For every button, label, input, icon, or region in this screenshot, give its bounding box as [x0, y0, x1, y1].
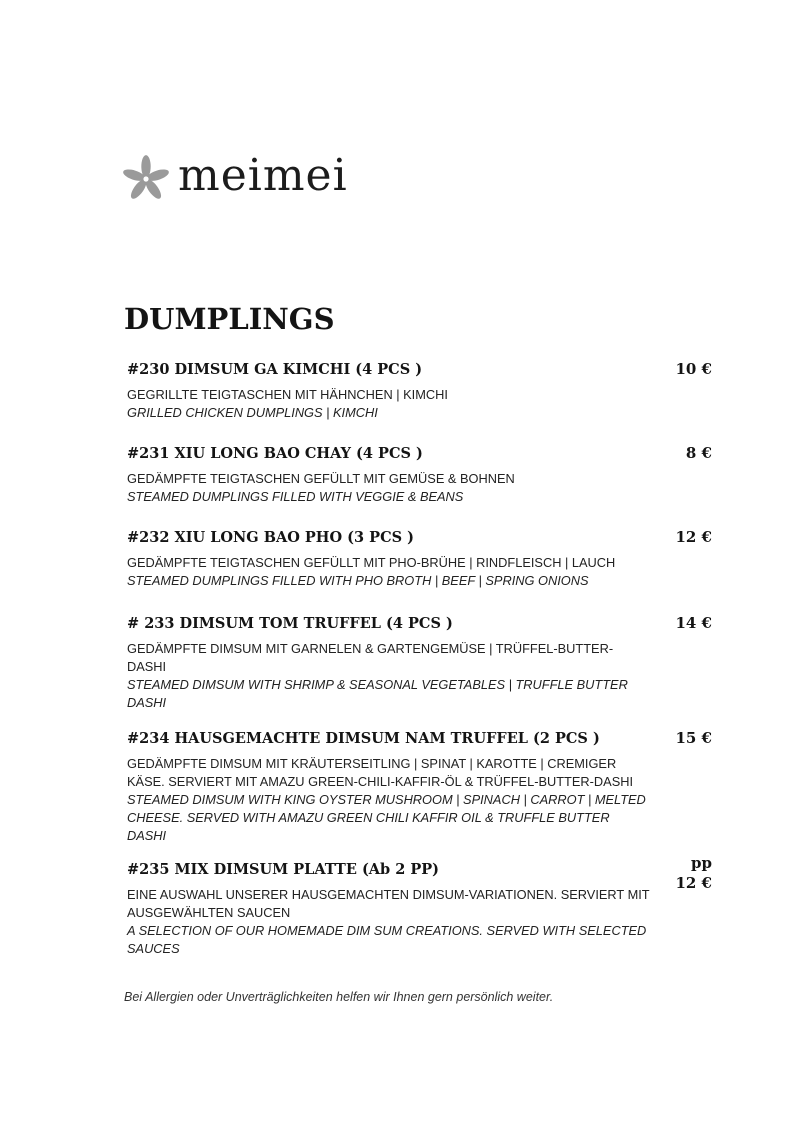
price-value: 12 €	[675, 528, 712, 546]
flower-icon	[120, 153, 172, 205]
item-description-en: STEAMED DUMPLINGS FILLED WITH PHO BROTH | BEEF | SPRING ONIONS	[127, 572, 589, 588]
item-price	[686, 444, 712, 464]
item-name: #231 XIU LONG BAO CHAY (4 PCS )	[127, 445, 423, 462]
section-title: DUMPLINGS	[124, 302, 335, 336]
menu-item	[127, 614, 712, 729]
item-price	[675, 614, 712, 634]
menu-item	[127, 854, 712, 960]
menu-item	[127, 528, 712, 614]
allergy-note: Bei Allergien oder Unverträglichkeiten helfen wir Ihnen gern persönlich weiter.	[124, 990, 554, 1004]
menu-item	[127, 729, 712, 860]
item-price	[675, 360, 712, 380]
item-description-en: GRILLED CHICKEN DUMPLINGS | KIMCHI	[127, 404, 378, 420]
menu-item	[127, 360, 712, 444]
price-value: 12 €	[675, 873, 712, 892]
menu-items	[127, 360, 712, 960]
item-name: #234 HAUSGEMACHTE DIMSUM NAM TRUFFEL (2 PCS )	[127, 730, 600, 747]
brand-name: meimei	[178, 150, 348, 201]
item-price	[675, 528, 712, 548]
item-description-en: A SELECTION OF OUR HOMEMADE DIM SUM CREATIONS. SERVED WITH SELECTED SAUCES	[127, 922, 647, 956]
menu-item	[127, 444, 712, 528]
item-description-en: STEAMED DIMSUM WITH SHRIMP & SEASONAL VEGETABLES | TRUFFLE BUTTER DASHI	[127, 676, 628, 710]
item-name: #230 DIMSUM GA KIMCHI (4 PCS )	[127, 361, 423, 378]
item-price	[675, 729, 712, 749]
item-description-de: EINE AUSWAHL UNSERER HAUSGEMACHTEN DIMSUM-VARIATIONEN. SERVIERT MIT AUSGEWÄHLTEN SAUCEN	[127, 886, 650, 920]
price-value: 15 €	[675, 729, 712, 747]
item-description-en: STEAMED DIMSUM WITH KING OYSTER MUSHROOM | SPINACH | CARROT | MELTED CHEESE. SERVED WITH AMAZU GREEN CHILI KAFFIR OIL & TRUFFLE BUTTER DASHI	[127, 791, 646, 843]
item-description-de: GEGRILLTE TEIGTASCHEN MIT HÄHNCHEN | KIMCHI	[127, 386, 448, 402]
price-value: 8 €	[685, 444, 712, 462]
item-description-de: GEDÄMPFTE DIMSUM MIT KRÄUTERSEITLING | SPINAT | KAROTTE | CREMIGER KÄSE. SERVIERT MIT AMAZU GREEN-CHILI-KAFFIR-ÖL & TRÜFFEL-BUTTER-DASHI	[127, 755, 634, 789]
item-description-en: STEAMED DUMPLINGS FILLED WITH VEGGIE & BEANS	[127, 488, 464, 504]
item-description-de: GEDÄMPFTE TEIGTASCHEN GEFÜLLT MIT GEMÜSE & BOHNEN	[127, 470, 515, 486]
price-per-person: pp	[691, 854, 712, 872]
price-value: 14 €	[675, 614, 712, 632]
item-name: #235 MIX DIMSUM PLATTE (Ab 2 PP)	[127, 861, 440, 878]
price-value: 10 €	[675, 360, 712, 378]
item-name: #232 XIU LONG BAO PHO (3 PCS )	[127, 529, 414, 546]
item-description-de: GEDÄMPFTE TEIGTASCHEN GEFÜLLT MIT PHO-BRÜHE | RINDFLEISCH | LAUCH	[127, 554, 616, 570]
item-name: # 233 DIMSUM TOM TRUFFEL (4 PCS )	[127, 615, 453, 632]
item-price	[675, 854, 712, 893]
brand-logo	[120, 152, 348, 206]
item-description-de: GEDÄMPFTE DIMSUM MIT GARNELEN & GARTENGEMÜSE | TRÜFFEL-BUTTER-DASHI	[127, 640, 614, 674]
